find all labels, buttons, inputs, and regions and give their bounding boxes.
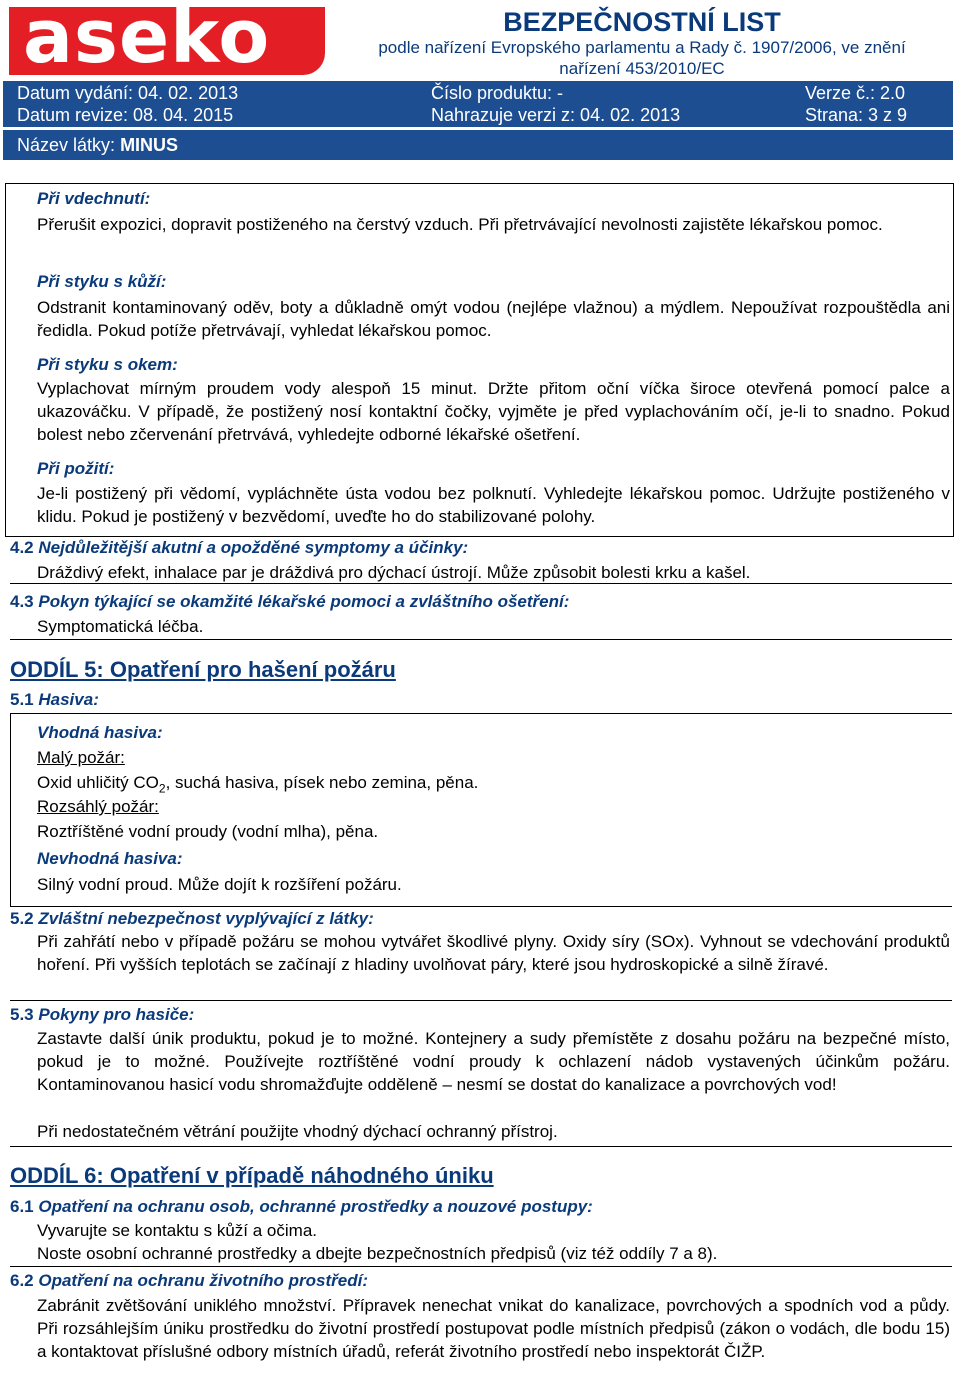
subsection-6-2-text: Zabránit zvětšování uniklého množství. Přípravek nenechat vnikat do kanalizace, povrchových a spodních vod a půdy. Při rozsáhlejším úniku prostředku do životní prostředí postupovat podle místních předpisů (zákon o vodách, dle bodu 15) a kontaktovat příslušné odbory místních úřadů, referát životního prostředí nebo inspektorát ČIŽP. [37, 1296, 950, 1361]
subsection-6-2-number: 6.2 [10, 1271, 34, 1290]
subsection-4-3-title: Pokyn týkající se okamžité lékařské pomoci a zvláštního ošetření: [38, 592, 570, 611]
subsection-5-3-number: 5.3 [10, 1005, 34, 1024]
divider [10, 583, 952, 584]
divider [10, 713, 11, 907]
logo-text: aseko [23, 3, 271, 78]
subsection-6-1-heading [10, 1196, 593, 1218]
subsection-6-2-heading [10, 1270, 368, 1292]
small-fire-text: Oxid uhličitý $CO_2$, suchá hasiva, písek nebo zemina, pěna. [37, 773, 479, 796]
subsection-6-2-title: Opatření na ochranu životního prostředí: [38, 1271, 369, 1290]
subsection-5-3-text: Zastavte další únik produktu, pokud je to možné. Kontejnery a sudy přemístěte z dosahu požáru na bezpečné místo, pokud je to možné. Používejte roztříštěné vodní proudy k ochlazení nádob vystavených účinkům požáru. Kontaminovanou hasicí vodu shromažďujte odděleně – nesmí se dostat do kanalizace a povrchových vod! [37, 1029, 950, 1094]
subsection-6-1-number: 6.1 [10, 1197, 34, 1216]
suitable-extinguishers-label: Vhodná hasiva: [37, 723, 163, 742]
substance-name-bar [3, 130, 953, 160]
company-logo [3, 3, 331, 78]
product-number: Číslo produktu: - [431, 83, 564, 103]
subsection-5-2-text: Při zahřátí nebo v případě požáru se mohou vytvářet škodlivé plyny. Oxidy síry (SOx). Vyhnout se vdechování produktů hoření. Při vyšších teplotách se začínají z hladiny uvolňovat páry, které jsou hydroskopické a silně žíravé. [37, 932, 950, 974]
small-fire-label: Malý požár: [37, 748, 125, 767]
document-header [3, 3, 953, 158]
subsection-6-1-text2: Noste osobní ochranné prostředky a dbejte bezpečnostních předpisů (viz též oddíly 7 a 8). [37, 1244, 718, 1263]
inhalation-text: Přerušit expozici, dopravit postiženého na čerstvý vzduch. Při přetrvávající nevolnosti zajistěte lékařskou pomoc. [37, 215, 883, 234]
subsection-5-3-title: Pokyny pro hasiče: [38, 1005, 195, 1024]
subsection-4-3-text: Symptomatická léčba. [37, 617, 204, 636]
info-bar [3, 81, 953, 127]
subsection-6-1-title: Opatření na ochranu osob, ochranné prostředky a nouzové postupy: [38, 1197, 593, 1216]
subsection-5-2-heading [10, 908, 374, 930]
document-subtitle-line1: podle nařízení Evropského parlamentu a Rady č. 1907/2006, ve znění [378, 38, 906, 57]
subsection-5-3-heading [10, 1004, 194, 1026]
ingestion-text: Je-li postižený při vědomí, vypláchněte ústa vodou bez polknutí. Vyhledejte lékařskou pomoc. Udržujte postiženého v klidu. Pokud je postižený v bezvědomí, uveďte ho do stabilizované polohy. [37, 484, 950, 526]
subsection-5-2-title: Zvláštní nebezpečnost vyplývající z látky: [38, 909, 374, 928]
subsection-4-2-title: Nejdůležitější akutní a opožděné symptomy a účinky: [38, 538, 469, 557]
subsection-5-1-title: Hasiva: [38, 690, 99, 709]
subsection-4-3-heading [10, 591, 569, 613]
replaces-version: Nahrazuje verzi z: 04. 02. 2013 [431, 105, 681, 125]
divider [10, 906, 952, 907]
substance-label: Název látky: [17, 135, 116, 155]
unsuitable-extinguishers-label: Nevhodná hasiva: [37, 849, 183, 868]
subsection-5-2-number: 5.2 [10, 909, 34, 928]
subsection-5-1-number: 5.1 [10, 690, 34, 709]
subsection-4-3-number: 4.3 [10, 592, 34, 611]
version: Verze č.: 2.0 [805, 83, 906, 103]
eye-text: Vyplachovat mírným proudem vody alespoň 15 minut. Držte přitom oční víčka široce otevřená pomocí palce a ukazováčku. V případě, že postižený nosí kontaktní čočky, vyjměte je před vyplachováním očí, je-li to snadno. Pokud bolest nebo zčervenání přetrvává, vyhledejte odborné lékařské ošetření. [37, 379, 950, 444]
document-subtitle-line2: nařízení 453/2010/EC [559, 59, 725, 78]
revision-date: Datum revize: 08. 04. 2015 [17, 105, 234, 125]
substance-value: MINUS [120, 135, 179, 155]
subsection-6-1-text1: Vyvarujte se kontaktu s kůží a očima. [37, 1221, 317, 1240]
issue-date: Datum vydání: 04. 02. 2013 [17, 83, 239, 103]
divider [10, 639, 952, 640]
section-5-title: ODDÍL 5: Opatření pro hašení požáru [10, 657, 396, 682]
subsection-4-2-heading [10, 537, 468, 559]
substance-name [17, 134, 178, 156]
unsuitable-extinguishers-text: Silný vodní proud. Může dojít k rozšíření požáru. [37, 875, 402, 894]
subsection-5-1-heading [10, 689, 99, 711]
divider [10, 1000, 952, 1001]
page-number: Strana: 3 z 9 [805, 105, 908, 125]
subsection-5-3-text-respirator: Při nedostatečném větrání použijte vhodný dýchací ochranný přístroj. [37, 1122, 558, 1141]
large-fire-text: Roztříštěné vodní proudy (vodní mlha), pěna. [37, 822, 379, 841]
eye-label: Při styku s okem: [37, 355, 178, 374]
section-6-title: ODDÍL 6: Opatření v případě náhodného úniku [10, 1163, 494, 1188]
divider [10, 1266, 952, 1267]
inhalation-label: Při vdechnutí: [37, 189, 151, 208]
ingestion-label: Při požití: [37, 459, 115, 478]
skin-text: Odstranit kontaminovaný oděv, boty a důkladně omýt vodou (nejlépe vlažnou) a mýdlem. Nepoužívat rozpouštědla ani ředidla. Pokud potíže přetrvávají, vyhledat lékařskou pomoc. [37, 298, 950, 340]
large-fire-label: Rozsáhlý požár: [37, 797, 159, 816]
skin-label: Při styku s kůží: [37, 272, 167, 291]
document-title: BEZPEČNOSTNÍ LIST [503, 7, 781, 37]
divider [10, 713, 952, 714]
subsection-4-2-number: 4.2 [10, 538, 34, 557]
divider [10, 1146, 952, 1147]
subsection-4-2-text: Dráždivý efekt, inhalace par je dráždivá pro dýchací ústrojí. Může způsobit bolesti krku a kašel. [37, 563, 751, 582]
title-area [331, 3, 953, 78]
